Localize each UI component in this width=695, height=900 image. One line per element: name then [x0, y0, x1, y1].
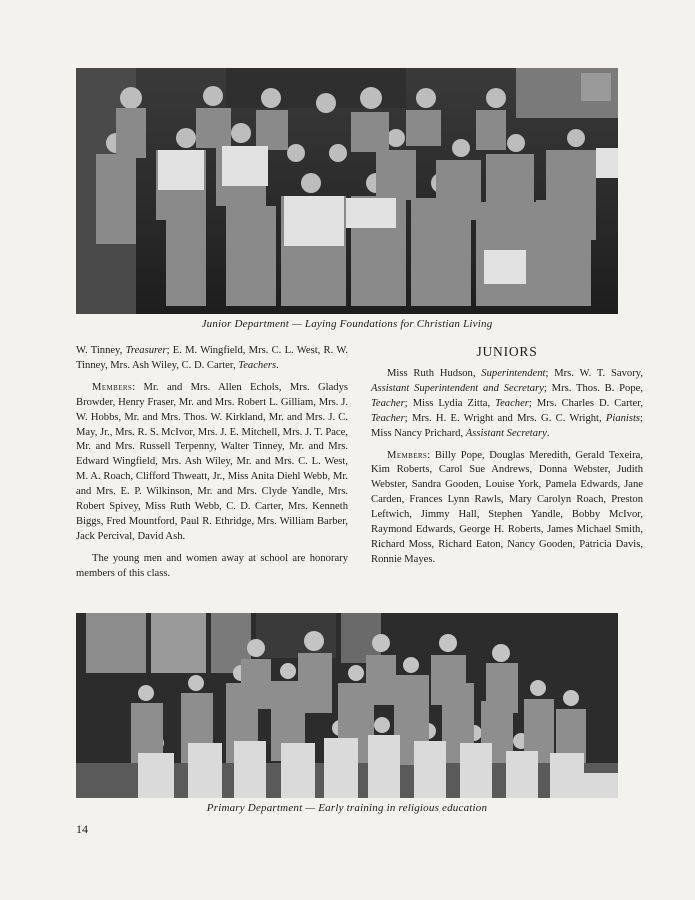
role-title: Superintendent: [481, 368, 546, 379]
text-run: ; Miss Nancy Prichard,: [371, 412, 643, 439]
role-title: Pianists: [605, 412, 641, 424]
role-title: Teacher: [371, 397, 405, 409]
text-run: ; Mrs. H. E. Wright and Mrs. G. C. Wright,: [404, 412, 606, 424]
text-run: : Mr. and Mrs. Allen Echols, Mrs. Gladys Browder, Henry Fraser, Mr. and Mrs. Robert L. Gilliam, Mrs. J. W. Hobbs, Mr. and Mrs. Thos. W. Kirkland, Mr. and Mrs. J. C. May, Jr., Mrs. R. S. McIvor, Mrs. J. E. Mitchell, Mrs. J. T. Pace, Mr. and Mrs. Russell Terpenny, Walter Tinney, Mr. and Mrs. Edward Wingfield, Mrs. Ash Wiley, Mr. and Mrs. C. L. West, M. A. Roach, Clifford Thweatt, Jr., Miss Anita Diehl Webb, Mr. and Mrs. E. P. Wilkinson, Mr. and Mrs. Clyde Yandle, Mrs. Robert Spivey, Miss Ruth Webb, C. D. Carter, Mrs. Kenneth Biggs, Fred Mountford, Paul R. Ethridge, Mrs. William Barber, Jack Percival, David Ash.: [76, 381, 348, 542]
text-run: ; Mrs. Charles D. Carter,: [528, 397, 643, 409]
caption-description: Early training in religious education: [318, 802, 488, 814]
text-run: : Billy Pope, Douglas Meredith, Gerald Texeira, Kim Roberts, Carol Sue Andrews, Donna Webster, Judith Webster, Sandra Gooden, Louise York, Pamela Edwards, Jane Carden, Frances Lynn Rawls, Mary Carolyn Roach, Preston Leftwich, Jimmy Hall, Stephen Yandle, Bobby McIvor, Raymond Edwards, George H. Roberts, James Michael Smith, Richard Moss, Richard Eaton, Nancy Gooden, Patricia Davis, Ronnie Mayes.: [371, 449, 643, 565]
caption-description: Laying Foundations for Christian Living: [304, 318, 493, 330]
junior-department-caption: [76, 318, 618, 330]
text-run: Miss Ruth Hudson,: [387, 368, 482, 379]
juniors-officers-paragraph: [371, 367, 643, 442]
primary-department-photo: [76, 613, 618, 798]
role-title: Assistant Secretary: [465, 427, 547, 439]
text-run: .: [276, 359, 279, 371]
juniors-members-paragraph: [371, 449, 643, 568]
role-title: Teacher: [371, 412, 405, 424]
text-run: ; Mrs. W. T. Savory,: [545, 368, 643, 379]
role-title: Treasurer: [125, 345, 167, 356]
junior-department-photo: [76, 68, 618, 314]
junior-department-photo-image: [76, 68, 618, 314]
primary-department-photo-image: [76, 613, 618, 798]
officers-paragraph: [76, 344, 348, 374]
primary-department-caption: [76, 802, 618, 814]
caption-department: Primary Department: [206, 802, 303, 814]
members-paragraph: [76, 381, 348, 545]
page-number: 14: [76, 822, 88, 836]
text-run: ; E. M. Wingfield, Mrs. C. L. West, R. W. Tinney, Mrs. Ash Wiley, C. D. Carter,: [76, 345, 348, 371]
role-title: Teachers: [238, 359, 277, 371]
members-label: Members: [387, 449, 428, 461]
caption-department: Junior Department: [201, 318, 290, 330]
text-run: ; Miss Lydia Zitta,: [404, 397, 496, 409]
caption-dash: —: [305, 802, 316, 814]
members-label: Members: [92, 381, 133, 393]
left-column: [76, 344, 348, 589]
role-title: Assistant Superintendent and Secretary: [371, 382, 544, 394]
text-run: W. Tinney,: [76, 345, 126, 356]
role-title: Teacher: [495, 397, 529, 409]
section-heading: JUNIORS: [476, 344, 538, 359]
right-column: [371, 367, 643, 575]
text-run: The young men and women away at school are honorary members of this class.: [76, 552, 348, 579]
honorary-members-paragraph: [76, 552, 348, 582]
caption-dash: —: [291, 318, 302, 330]
text-run: ; Mrs. Thos. B. Pope,: [543, 382, 644, 394]
text-run: .: [546, 427, 550, 439]
